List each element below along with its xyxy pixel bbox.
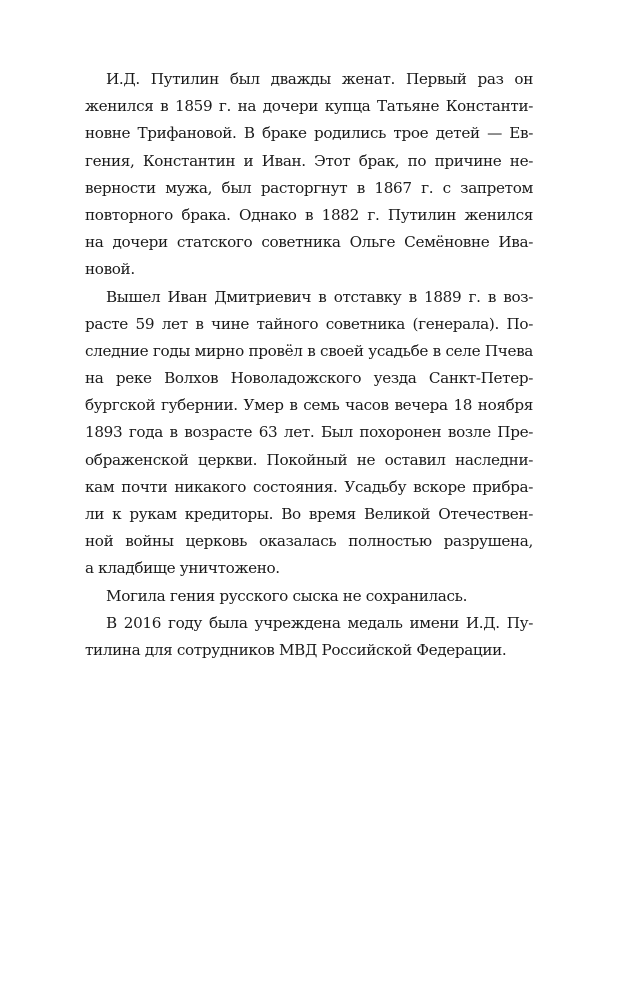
paragraph-marriages <box>85 66 533 284</box>
paragraph-grave <box>85 583 533 610</box>
text-line: на дочери статского советника Ольге Семёновне Ива- <box>85 233 533 252</box>
text-line: следние годы мирно провёл в своей усадьбе в селе Пчева <box>85 341 533 360</box>
text-line: а кладбище уничтожено. <box>85 559 280 578</box>
paragraph-retirement <box>85 284 533 583</box>
text-line: Вышел Иван Дмитриевич в отставку в 1889 г. в воз- <box>106 287 533 306</box>
text-line: гения, Константин и Иван. Этот брак, по причине не- <box>85 151 533 170</box>
text-line: В 2016 году была учреждена медаль имени И.Д. Пу- <box>106 613 533 632</box>
body-text <box>85 66 533 664</box>
text-line: ли к рукам кредиторы. Во время Великой Отечествен- <box>85 505 533 523</box>
text-line: новой. <box>85 260 135 279</box>
text-line: ной войны церковь оказалась полностью разрушена, <box>85 532 533 551</box>
text-line: тилина для сотрудников МВД Российской Федерации. <box>85 640 507 659</box>
paragraph-medal <box>85 610 533 664</box>
text-line: кам почти никакого состояния. Усадьбу вскоре прибра- <box>85 477 533 496</box>
text-line: И.Д. Путилин был дважды женат. Первый раз он <box>106 70 533 88</box>
text-line: ображенской церкви. Покойный не оставил наследни- <box>85 450 533 469</box>
text-line: бургской губернии. Умер в семь часов вечера 18 ноября <box>85 396 533 415</box>
text-line: женился в 1859 г. на дочери купца Татьяне Константи- <box>85 97 533 116</box>
text-line: расте 59 лет в чине тайного советника (генерала). По- <box>85 314 533 333</box>
text-line: новне Трифановой. В браке родились трое детей — Ев- <box>85 124 533 143</box>
text-line: Могила гения русского сыска не сохранилась. <box>106 586 468 605</box>
text-line: 1893 года в возрасте 63 лет. Был похоронен возле Пре- <box>85 423 533 442</box>
text-line: повторного брака. Однако в 1882 г. Путилин женился <box>85 205 533 224</box>
text-line: верности мужа, был расторгнут в 1867 г. с запретом <box>85 178 533 197</box>
text-line: на реке Волхов Новоладожского уезда Санкт-Петер- <box>85 369 533 388</box>
